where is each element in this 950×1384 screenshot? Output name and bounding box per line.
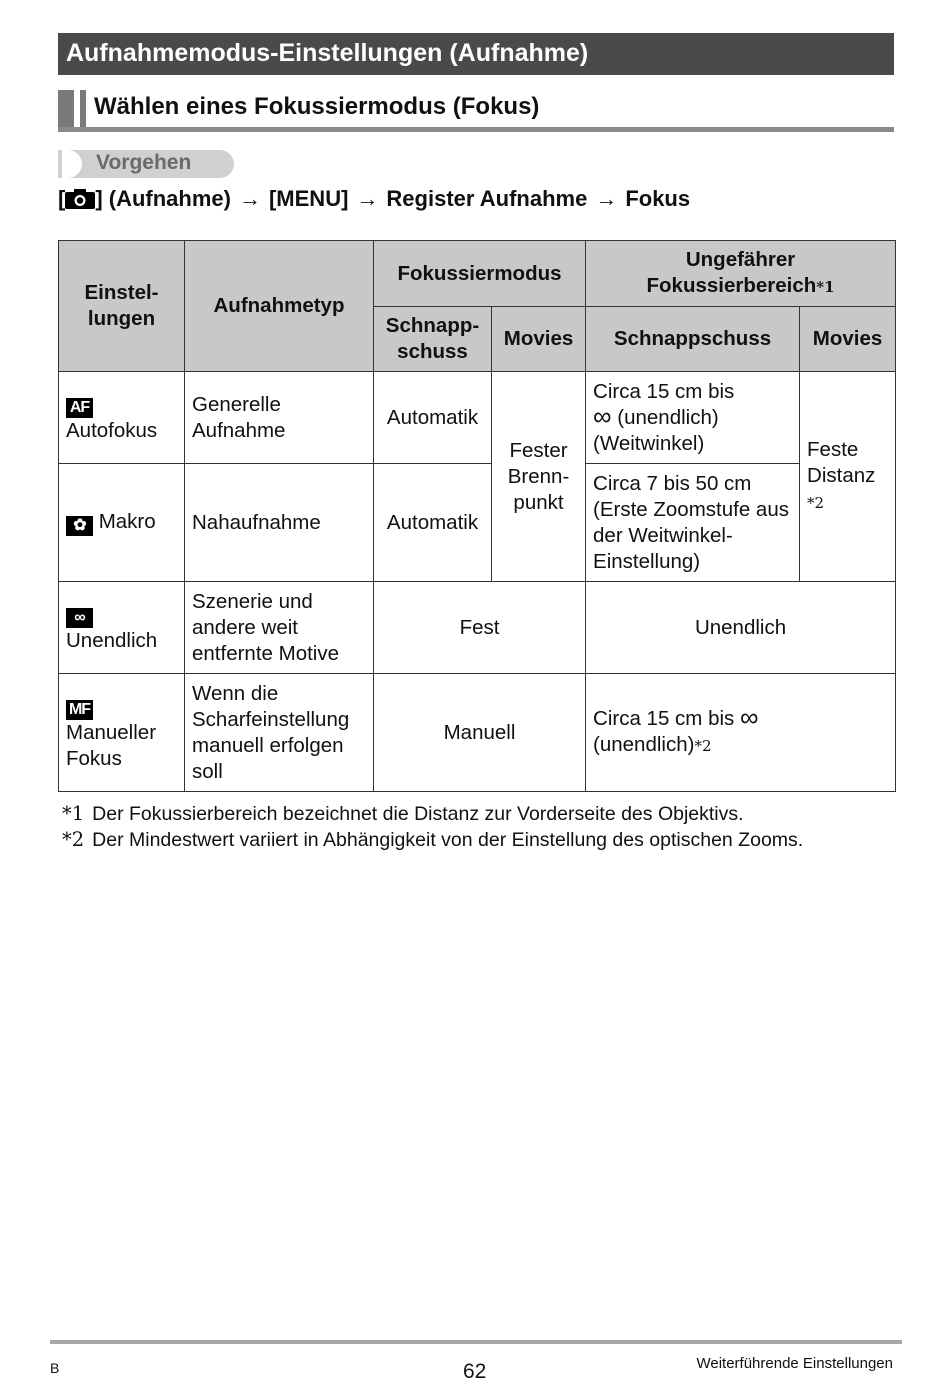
af-icon: AF xyxy=(66,398,93,418)
path-menu: [MENU] xyxy=(268,186,349,211)
table-row xyxy=(59,582,896,674)
table-row xyxy=(59,464,896,582)
mode-cell: Fest xyxy=(374,582,586,674)
header-movies: Movies xyxy=(492,307,586,372)
header-movies-range: Movies xyxy=(800,307,896,372)
header-range: Ungefährer Fokussierbereich*1 xyxy=(586,241,896,307)
range-cell: Circa 7 bis 50 cm (Erste Zoomstufe aus der Weitwinkel-Einstellung) xyxy=(586,464,800,582)
path-open-bracket: [ xyxy=(58,186,66,211)
path-item: Fokus xyxy=(625,186,691,211)
menu-path xyxy=(58,186,690,212)
title-bar xyxy=(58,33,894,75)
mf-icon: MF xyxy=(66,700,93,720)
footer-section: Weiterführende Einstellungen xyxy=(696,1355,893,1372)
procedure-label: Vorgehen xyxy=(96,151,192,174)
mode-cell: Automatik xyxy=(374,372,492,464)
footnote-ref: *1 xyxy=(816,278,835,296)
infinity-icon: ∞ xyxy=(593,400,612,431)
arrow-icon: → xyxy=(595,186,618,211)
macro-icon: ✿ xyxy=(66,516,93,536)
focus-mode-table xyxy=(58,240,896,792)
movies-range-cell: Feste Distanz *2 xyxy=(800,372,896,582)
mode-cell: Manuell xyxy=(374,674,586,792)
range-cell: Unendlich xyxy=(586,582,896,674)
footnote-ref: *2 xyxy=(694,737,712,755)
header-snap: Schnapp-schuss xyxy=(374,307,492,372)
page-title: Aufnahmemodus-Einstellungen (Aufnahme) xyxy=(66,39,589,67)
type-cell: Szenerie und andere weit entfernte Motive xyxy=(185,582,374,674)
path-mode: ] (Aufnahme) xyxy=(95,186,231,211)
range-cell: Circa 15 cm bis ∞ (unendlich)*2 xyxy=(586,674,896,792)
camera-icon xyxy=(65,189,95,209)
setting-cell: AF Autofokus xyxy=(59,372,185,464)
setting-cell: ✿ Makro xyxy=(59,464,185,582)
header-snap-range: Schnappschuss xyxy=(586,307,800,372)
header-mode: Fokussiermodus xyxy=(374,241,586,307)
table-row xyxy=(59,674,896,792)
type-cell: Generelle Aufnahme xyxy=(185,372,374,464)
heading-underline xyxy=(58,127,894,132)
infinity-icon: ∞ xyxy=(66,608,93,628)
setting-cell: MF Manueller Fokus xyxy=(59,674,185,792)
page-number: 62 xyxy=(463,1360,487,1383)
section-title: Wählen eines Fokussiermodus (Fokus) xyxy=(94,93,540,120)
arrow-icon: → xyxy=(238,186,261,211)
type-cell: Wenn die Scharfeinstellung manuell erfolgen soll xyxy=(185,674,374,792)
section-heading xyxy=(58,90,894,132)
footnote: *1 Der Fokussierbereich bezeichnet die Distanz zur Vorderseite des Objektivs. xyxy=(62,802,744,825)
heading-marker-thin xyxy=(80,90,86,128)
mode-cell: Automatik xyxy=(374,464,492,582)
procedure-badge xyxy=(58,150,234,178)
footer-rule xyxy=(50,1340,902,1344)
table-row xyxy=(59,372,896,464)
movies-mode-cell: Fester Brenn-punkt xyxy=(492,372,586,582)
type-cell: Nahaufnahme xyxy=(185,464,374,582)
path-tab: Register Aufnahme xyxy=(386,186,588,211)
header-type: Aufnahmetyp xyxy=(185,241,374,372)
arrow-icon: → xyxy=(356,186,379,211)
setting-cell: ∞ Unendlich xyxy=(59,582,185,674)
header-settings: Einstel-lungen xyxy=(59,241,185,372)
footer-left: B xyxy=(50,1360,60,1376)
heading-marker xyxy=(58,90,74,128)
footnote-ref: *2 xyxy=(807,494,825,512)
infinity-icon: ∞ xyxy=(739,702,759,732)
range-cell: Circa 15 cm bis ∞ (unendlich) (Weitwinkel) xyxy=(586,372,800,464)
footnote: *2 Der Mindestwert variiert in Abhängigkeit von der Einstellung des optischen Zooms. xyxy=(62,828,804,851)
